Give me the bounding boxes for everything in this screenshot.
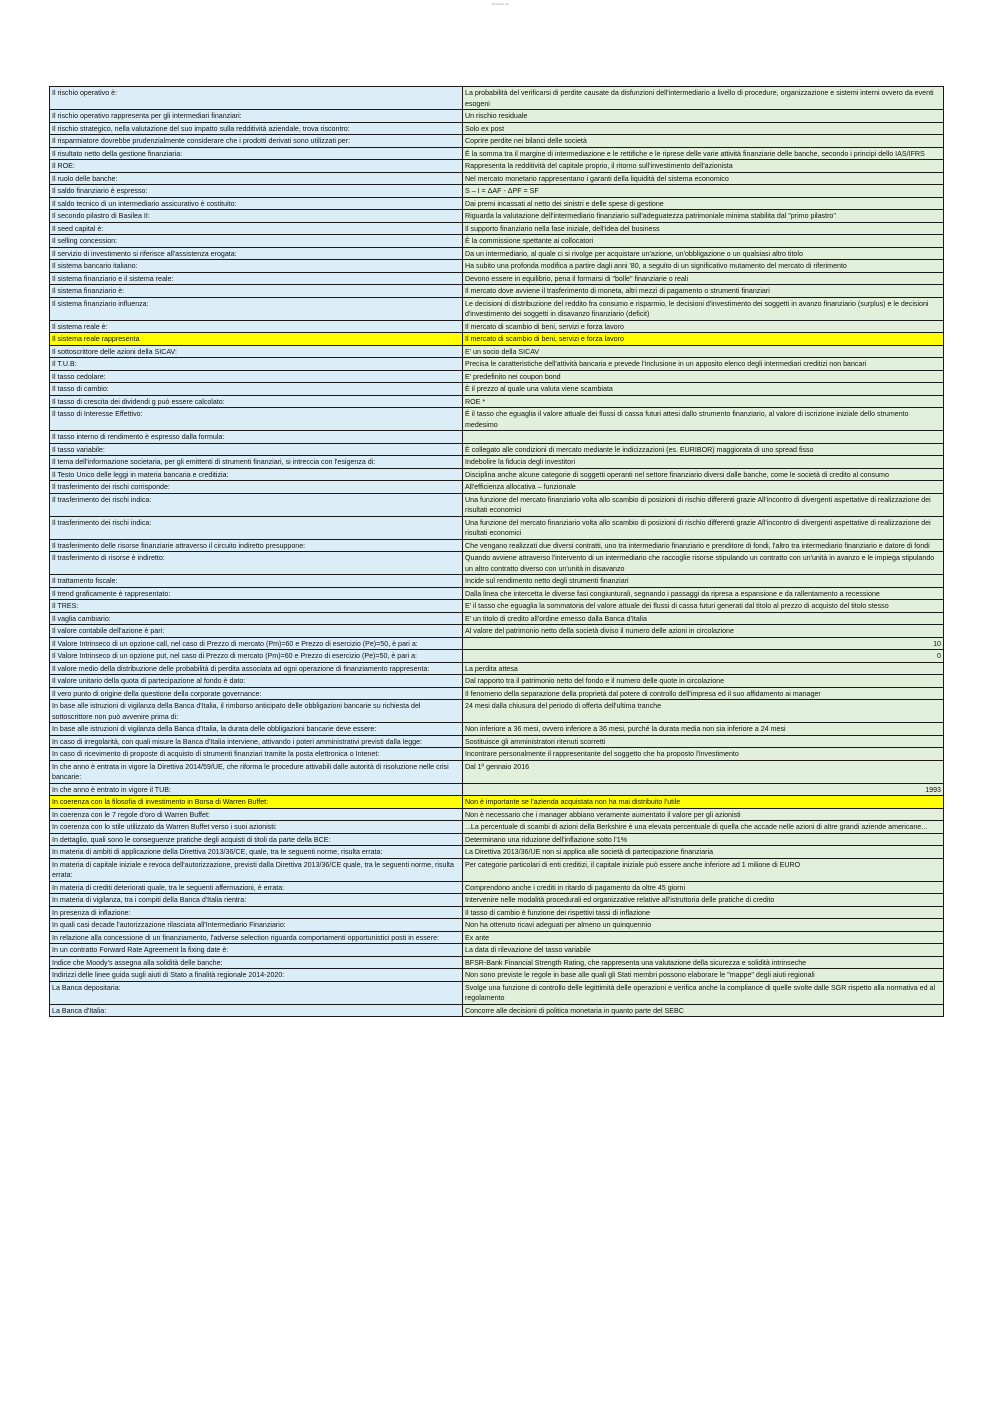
answer-cell: Concorre alle decisioni di politica monetaria in quanto parte del SEBC [463,1004,944,1017]
answer-cell: Il tasso di cambio è funzione dei rispettivi tassi di inflazione [463,906,944,919]
question-cell: Il secondo pilastro di Basilea II: [50,210,463,223]
answer-cell: 0 [463,650,944,663]
table-row [50,637,944,650]
answer-cell: Dai premi incassati al netto dei sinistri e delle spese di gestione [463,197,944,210]
question-cell: Il valore contabile dell'azione è pari: [50,625,463,638]
question-cell: Il Testo Unico delle leggi in materia bancaria e creditizia: [50,468,463,481]
table-row [50,931,944,944]
table-row [50,833,944,846]
question-cell: Il sistema reale rappresenta [50,333,463,346]
question-cell: Il trend graficamente è rappresentato: [50,587,463,600]
answer-cell: ...La percentuale di scambi di azioni della Berkshire è una elevata percentuale di quella che accade nelle azioni di altre grandi aziende americane... [463,821,944,834]
answer-cell: E' un socio della SICAV [463,345,944,358]
answer-cell: All'efficienza allocativa – funzionale [463,481,944,494]
answer-cell: Per categorie particolari di enti creditizi, il capitale iniziale può essere anche inferiore ad 1 milione di EURO [463,858,944,881]
table-row [50,700,944,723]
table-row [50,370,944,383]
question-cell: Il vaglia cambiario: [50,612,463,625]
answer-cell: Intervenire nelle modalità procedurali ed organizzative relative all'istruttoria delle pratiche di credito [463,894,944,907]
question-cell: In materia di crediti deteriorati quale, tra le seguenti affermazioni, è errata: [50,881,463,894]
table-row [50,760,944,783]
question-cell: Il saldo finanziario è espresso: [50,185,463,198]
question-cell: Il valore medio della distribuzione delle probabilità di perdita associata ad ogni operazione di finanziamento rappresenta: [50,662,463,675]
answer-cell: Il mercato dove avviene il trasferimento di moneta, altri mezzi di pagamento o strumenti finanziari [463,285,944,298]
answer-cell: Non inferiore a 36 mesi, ovvero inferiore a 36 mesi, purché la durata media non sia inferiore a 24 mesi [463,723,944,736]
answer-cell: É il tasso che eguaglia il valore attuale dei flussi di cassa futuri attesi dallo strumento finanziario, al valore di iscrizione iniziale dello strumento medesimo [463,408,944,431]
table-row [50,675,944,688]
table-row [50,969,944,982]
table-row [50,272,944,285]
question-cell: Il valore unitario della quota di partecipazione al fondo è dato: [50,675,463,688]
answer-cell: BFSR-Bank Financial Strength Rating, che rappresenta una valutazione della sicurezza e solidità intrinseche [463,956,944,969]
table-row [50,247,944,260]
question-cell: Il risparmiatore dovrebbe prudenzialmente considerare che i prodotti derivati sono utilizzati per: [50,135,463,148]
answer-cell: Dal rapporto tra il patrimonio netto del fondo e il numero delle quote in circolazione [463,675,944,688]
table-row [50,408,944,431]
question-cell: Il sottoscrittore delle azioni della SICAV: [50,345,463,358]
table-row [50,395,944,408]
question-cell: Il tasso interno di rendimento è espresso dalla formula: [50,431,463,444]
question-cell: La Banca d'Italia: [50,1004,463,1017]
table-row [50,662,944,675]
question-cell: Il trasferimento di risorse è indiretto: [50,552,463,575]
question-cell: In base alle istruzioni di vigilanza della Banca d'Italia, la durata delle obbligazioni bancarie deve essere: [50,723,463,736]
answer-cell: Svolge una funzione di controllo delle legittimità delle operazioni e verifica anche la compliance di quelle svolte dalle SGR rispetto alla normativa ed al regolamento [463,981,944,1004]
question-cell: In presenza di inflazione: [50,906,463,919]
answer-cell: Non è importante se l'azienda acquistata non ha mai distribuito l'utile [463,796,944,809]
question-cell: In materia di vigilanza, tra i compiti della Banca d'Italia rientra: [50,894,463,907]
table-row [50,297,944,320]
table-row [50,735,944,748]
table-row [50,1004,944,1017]
answer-cell: Le decisioni di distribuzione del reddito fra consumo e risparmio, le decisioni d'investimento dei soggetti in avanzo finanziario (surplus) e le decisioni d'investimento dei soggetti in disavanzo finanziario (deficit) [463,297,944,320]
answer-cell: 1993 [463,783,944,796]
question-cell: Il sistema reale è: [50,320,463,333]
table-row [50,575,944,588]
answer-cell: Il mercato di scambio di beni, servizi e forza lavoro [463,333,944,346]
question-cell: Indice che Moody's assegna alla solidità delle banche: [50,956,463,969]
question-cell: Il trasferimento delle risorse finanziarie attraverso il circuito indiretto presuppone: [50,539,463,552]
question-cell: In un contratto Forward Rate Agreement la fixing date è: [50,944,463,957]
answer-cell: E' predefinito nei coupon bond [463,370,944,383]
question-cell: Il tema dell'informazione societaria, per gli emittenti di strumenti finanziari, si intreccia con l'esigenza di: [50,456,463,469]
table-row [50,821,944,834]
table-row [50,539,944,552]
answer-cell: Precisa le caratteristiche dell'attività bancaria e prevede l'inclusione in un apposito elenco degli intermediari creditizi non bancari [463,358,944,371]
question-cell: Il rischio operativo è: [50,87,463,110]
answer-cell: La probabilità del verificarsi di perdite causate da disfunzioni dell'intermediario a livello di procedure, organizzazione e sistemi interni ovvero da eventi esogeni [463,87,944,110]
question-cell: Il T.U.B: [50,358,463,371]
answer-cell: È collegato alle condizioni di mercato mediante le indicizzazioni (es. EURIBOR) maggiorata di uno spread fisso [463,443,944,456]
answer-cell: La perdita attesa [463,662,944,675]
answer-cell: Dal 1º gennaio 2016 [463,760,944,783]
table-row [50,881,944,894]
answer-cell: Una funzione del mercato finanziario volta allo scambio di posizioni di rischio differenti grazie All'incontro di divergenti aspettative di realizzazione dei risultati economici [463,493,944,516]
question-cell: In quali casi decade l'autorizzazione rilasciata all'Intermediario Finanziario: [50,919,463,932]
answer-cell: Sostituisce gli amministratori ritenuti scorretti [463,735,944,748]
table-row [50,185,944,198]
table-row [50,468,944,481]
question-cell: Il rischio operativo rappresenta per gli intermediari finanziari: [50,110,463,123]
qa-table [49,86,944,1017]
question-cell: In coerenza con le 7 regole d'oro di Warren Buffet: [50,808,463,821]
table-row [50,906,944,919]
table-row [50,552,944,575]
answer-cell: 24 mesi dalla chiusura del periodo di offerta dell'ultima tranche [463,700,944,723]
question-cell: Il ROE: [50,160,463,173]
table-row [50,858,944,881]
question-cell: In che anno è entrato in vigore il TUB: [50,783,463,796]
question-cell: Il trasferimento dei rischi indica: [50,493,463,516]
answer-cell: Riguarda la valutazione dell'intermediario finanziario sull'adeguatezza patrimoniale minima stabilita dal "primo pilastro" [463,210,944,223]
question-cell: Il TRES: [50,600,463,613]
answer-cell: Non ha ottenuto ricavi adeguati per almeno un quinquennio [463,919,944,932]
table-row [50,235,944,248]
table-row [50,796,944,809]
question-cell: In che anno è entrata in vigore la Direttiva 2014/59/UE, che riforma le procedure attivabili dalle autorità di risoluzione nelle crisi bancarie: [50,760,463,783]
table-row [50,625,944,638]
table-row [50,122,944,135]
table-row [50,383,944,396]
page-watermark: Scaricato da [491,2,509,6]
table-row [50,687,944,700]
answer-cell: Incide sul rendimento netto degli strumenti finanziari [463,575,944,588]
table-row [50,260,944,273]
answer-cell: Solo ex post [463,122,944,135]
answer-cell: Il fenomeno della separazione della proprietà dal potere di controllo dell'impresa ed il suo affidamento ai manager [463,687,944,700]
answer-cell: Comprendono anche i crediti in ritardo di pagamento da oltre 45 giorni [463,881,944,894]
answer-cell: La data di rilevazione del tasso variabile [463,944,944,957]
answer-cell: Non sono previste le regole in base alle quali gli Stati membri possono elaborare le "mappe" degli aiuti regionali [463,969,944,982]
answer-cell: Ha subito una profonda modifica a partire dagli anni '80, a seguito di un significativo mutamento del mercato di riferimento [463,260,944,273]
answer-cell: È il prezzo al quale una valuta viene scambiata [463,383,944,396]
table-row [50,87,944,110]
question-cell: Il risultato netto della gestione finanziaria: [50,147,463,160]
question-cell: Il tasso di crescita dei dividendi g può essere calcolato: [50,395,463,408]
question-cell: In caso di ricevimento di proposte di acquisto di strumenti finanziari tramite la posta elettronica o Intenet: [50,748,463,761]
answer-cell: Indebolire la fiducia degli investitori [463,456,944,469]
question-cell: Il sistema finanziario e il sistema reale: [50,272,463,285]
answer-cell: Il mercato di scambio di beni, servizi e forza lavoro [463,320,944,333]
table-row [50,431,944,444]
table-row [50,723,944,736]
answer-cell: Disciplina anche alcune categorie di soggetti operanti nel settore finanziario diversi dalle banche, come le società di credito al consumo [463,468,944,481]
question-cell: In dettaglio, quali sono le conseguenze pratiche degli acquisti di titoli da parte della BCE: [50,833,463,846]
table-row [50,650,944,663]
question-cell: Il trattamento fiscale: [50,575,463,588]
question-cell: In materia di ambiti di applicazione della Direttiva 2013/36/CE, quale, tra le seguenti norme, risulta errata: [50,846,463,859]
table-row [50,981,944,1004]
question-cell: In caso di irregolarità, con quali misure la Banca d'Italia interviene, attivando i poteri amministrativi previsti dalla legge: [50,735,463,748]
table-row [50,160,944,173]
answer-cell [463,431,944,444]
answer-cell: Non è necessario che i manager abbiano veramente aumentato il valore per gli azionisti [463,808,944,821]
answer-cell: Determinano una riduzione dell'inflazione sotto l'1% [463,833,944,846]
table-row [50,172,944,185]
answer-cell: Incontrare personalmente il rappresentante del soggetto che ha proposto l'investimento [463,748,944,761]
question-cell: Il seed capital è: [50,222,463,235]
question-cell: In coerenza con la filosofia di investimento in Borsa di Warren Buffet: [50,796,463,809]
answer-cell: Devono essere in equilibrio, pena il formarsi di "bolle" finanziarie o reali [463,272,944,285]
answer-cell: Al valore del patrimonio netto della società diviso il numero delle azioni in circolazione [463,625,944,638]
answer-cell: Quando avviene attraverso l'intervento di un intermediario che raccoglie risorse stipulando un contratto con un'unità in avanzo e le impiega stipulando un altro contratto diverso con un'unità in disavanzo [463,552,944,575]
question-cell: Il trasferimento dei rischi indica: [50,516,463,539]
question-cell: Il tasso variabile: [50,443,463,456]
table-row [50,748,944,761]
table-row [50,147,944,160]
qa-table-body [50,87,944,1017]
answer-cell: E' un titolo di credito all'ordine emesso dalla Banca d'Italia [463,612,944,625]
table-row [50,345,944,358]
question-cell: Il saldo tecnico di un intermediario assicurativo è costituito: [50,197,463,210]
table-row [50,197,944,210]
answer-cell: ROE * [463,395,944,408]
question-cell: Il Valore Intrinseco di un opzione put, nel caso di Prezzo di mercato (Pm)=60 e Prezzo di esercizio (Pe)=50, è pari a: [50,650,463,663]
answer-cell: Che vengano realizzati due diversi contratti, uno tra intermediario finanziario e prenditore di fondi, l'altro tra intermediario finanziario e datore di fondi [463,539,944,552]
table-row [50,320,944,333]
answer-cell: La Direttiva 2013/36/UE non si applica alle società di partecipazione finanziaria [463,846,944,859]
question-cell: Il tasso di cambio: [50,383,463,396]
question-cell: Il sistema finanziario è: [50,285,463,298]
question-cell: In coerenza con lo stile utilizzato da Warren Buffet verso i suoi azionisti: [50,821,463,834]
question-cell: Il rischio strategico, nella valutazione del suo impatto sulla redditività aziendale, trova riscontro: [50,122,463,135]
question-cell: Il Valore Intrinseco di un opzione call, nel caso di Prezzo di mercato (Pm)=60 e Prezzo di esercizio (Pe)=50, è pari a: [50,637,463,650]
table-row [50,587,944,600]
question-cell: In materia di capitale iniziale e revoca dell'autorizzazione, previsti dalla Direttiva 2013/36/CE quale, tra le seguenti norme, risulta errata: [50,858,463,881]
table-row [50,135,944,148]
answer-cell: Una funzione del mercato finanziario volta allo scambio di posizioni di rischio differenti grazie All'incontro di divergenti aspettative di realizzazione dei risultati economici [463,516,944,539]
table-row [50,808,944,821]
question-cell: Il selling concession: [50,235,463,248]
question-cell: Il tasso cedolare: [50,370,463,383]
table-row [50,516,944,539]
table-row [50,846,944,859]
table-row [50,600,944,613]
table-row [50,456,944,469]
table-row [50,110,944,123]
table-row [50,222,944,235]
question-cell: Il vero punto di origine della questione della corporate governance: [50,687,463,700]
question-cell: Il trasferimento dei rischi corrisponde: [50,481,463,494]
question-cell: La Banca depositaria: [50,981,463,1004]
answer-cell: Nel mercato monetario rappresentano i garanti della liquidità del sistema economico [463,172,944,185]
table-row [50,493,944,516]
question-cell: Indirizzi delle linee guida sugli aiuti di Stato a finalità regionale 2014-2020: [50,969,463,982]
table-row [50,894,944,907]
table-row [50,783,944,796]
table-row [50,956,944,969]
question-cell: Il sistema bancario italiano: [50,260,463,273]
answer-cell: S – I = ΔAF - ΔPF = SF [463,185,944,198]
answer-cell: É la somma tra il margine di intermediazione e le rettifiche e le riprese delle varie attività finanziarie delle banche, secondo i principi dello IAS/IFRS [463,147,944,160]
table-row [50,333,944,346]
answer-cell: Ex ante [463,931,944,944]
question-cell: Il ruolo delle banche: [50,172,463,185]
answer-cell: Rappresenta la redditività del capitale proprio, il ritorno sull'investimento dell'azionista [463,160,944,173]
table-row [50,358,944,371]
answer-cell: Il supporto finanziario nella fase iniziale, dell'idea del business [463,222,944,235]
answer-cell: È la commissione spettante ai collocatori [463,235,944,248]
table-row [50,443,944,456]
table-row [50,285,944,298]
answer-cell: Un rischio residuale [463,110,944,123]
answer-cell: E' il tasso che eguaglia la sommatoria del valore attuale dei flussi di cassa futuri generati dal titolo al prezzo di acquisto del titolo stesso [463,600,944,613]
question-cell: In base alle istruzioni di vigilanza della Banca d'Italia, il rimborso anticipato delle obbligazioni bancarie su richiesta del sottoscrittore non può avvenire prima di: [50,700,463,723]
answer-cell: Dalla linea che intercetta le diverse fasi congiunturali, segnando i passaggi da ripresa a espansione e da rallentamento a recessione [463,587,944,600]
table-row [50,944,944,957]
table-row [50,210,944,223]
table-row [50,612,944,625]
question-cell: Il sistema finanziario influenza: [50,297,463,320]
question-cell: In relazione alla concessione di un finanziamento, l'adverse selection riguarda comportamenti opportunistici posti in essere: [50,931,463,944]
table-row [50,919,944,932]
table-row [50,481,944,494]
answer-cell: Da un intermediario, al quale ci si rivolge per acquistare un'azione, un'obbligazione o un qualsiasi altro titolo [463,247,944,260]
question-cell: Il servizio di investimento si riferisce all'assistenza erogata: [50,247,463,260]
answer-cell: Coprire perdite nei bilanci delle società [463,135,944,148]
answer-cell: 10 [463,637,944,650]
question-cell: Il tasso di Interesse Effettivo: [50,408,463,431]
